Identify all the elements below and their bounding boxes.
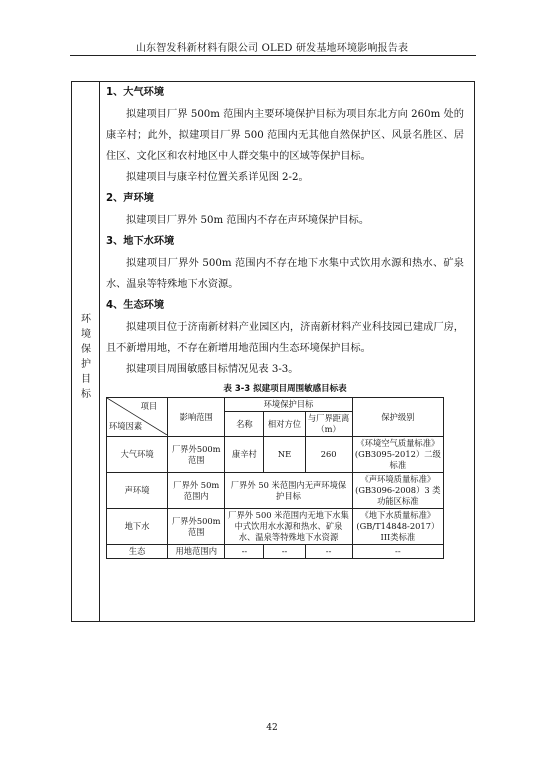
paragraph: 拟建项目厂界 500m 范围内主要环境保护目标为项目东北方向 260m 处的康辛村；此外，拟建项目厂界 500 范围内无其他自然保护区、风景名胜区、居住区、文化区和农村地区中人群交集中的区域等保护目标。 — [106, 109, 464, 162]
cell-direction: NE — [264, 437, 305, 473]
side-column — [72, 82, 100, 621]
cell-distance: 260 — [305, 437, 352, 473]
side-char: 护 — [81, 359, 91, 370]
cell-scope: 厂界外500m 范围 — [168, 509, 225, 545]
cell-scope: 厂界外 50m 范围内 — [168, 473, 225, 509]
side-char: 保 — [81, 344, 91, 355]
cell-name: 康辛村 — [225, 437, 264, 473]
side-char: 境 — [81, 329, 91, 340]
side-char: 目 — [81, 374, 91, 385]
paragraph: 拟建项目厂界外 50m 范围内不存在声环境保护目标。 — [126, 215, 370, 226]
cell-level: 《环境空气质量标准》(GB3095-2012）二级标准 — [352, 437, 443, 473]
cell-merged: 厂界外 500 米范围内无地下水集中式饮用水水源和热水、矿泉水、温泉等特殊地下水资源 — [225, 509, 352, 545]
section-heading-ecology: 4、生态环境 — [106, 300, 165, 311]
section-heading-air: 1、大气环境 — [106, 87, 165, 98]
table-row — [107, 509, 444, 545]
content-frame — [71, 81, 475, 622]
paragraph: 拟建项目周围敏感目标情况见表 3-3。 — [126, 364, 299, 375]
paragraph: 拟建项目与康辛村位置关系详见图 2-2。 — [126, 172, 309, 183]
header-direction: 相对方位 — [264, 412, 305, 437]
header-group: 环境保护目标 — [225, 398, 352, 412]
sensitive-targets-table — [106, 397, 444, 559]
cell-level: 《地下水质量标准》(GB/T14848-2017）III类标准 — [352, 509, 443, 545]
cell-merged: 厂界外 50 米范围内无声环境保护目标 — [225, 473, 352, 509]
side-char: 标 — [81, 389, 91, 400]
cell-level: -- — [352, 545, 443, 559]
page-number: 42 — [266, 723, 278, 733]
cell-name: -- — [225, 545, 264, 559]
side-char: 环 — [81, 314, 91, 325]
paragraph: 拟建项目位于济南新材料产业园区内，济南新材料产业科技园已建成厂房，且不新增用地，不存在新增用地范围内生态环境保护目标。 — [106, 322, 464, 354]
header-rule — [70, 55, 476, 56]
diag-bottom-label: 环境因素 — [109, 421, 143, 431]
table-row — [107, 437, 444, 473]
cell-direction: -- — [264, 545, 305, 559]
diag-top-label: 项目 — [140, 401, 158, 411]
cell-scope: 厂界外500m 范围 — [168, 437, 225, 473]
header-level: 保护级别 — [352, 398, 443, 437]
table-header-row — [107, 398, 444, 412]
header-name: 名称 — [225, 412, 264, 437]
table-row — [107, 545, 444, 559]
side-label — [72, 312, 100, 402]
paragraph: 拟建项目厂界外 500m 范围内不存在地下水集中式饮用水源和热水、矿泉水、温泉等特殊地下水资源。 — [106, 258, 464, 290]
cell-factor: 大气环境 — [107, 437, 168, 473]
cell-factor: 生态 — [107, 545, 168, 559]
cell-distance: -- — [305, 545, 352, 559]
section-heading-noise: 2、声环境 — [106, 193, 154, 204]
table-caption: 表 3-3 拟建项目周围敏感目标表 — [223, 384, 347, 394]
table-row — [107, 473, 444, 509]
cell-level: 《声环境质量标准》(GB3096-2008）3 类功能区标准 — [352, 473, 443, 509]
header-distance: 与厂界距离（m） — [305, 412, 352, 437]
cell-factor: 地下水 — [107, 509, 168, 545]
diagonal-header-cell — [107, 398, 168, 437]
header-scope: 影响范围 — [168, 398, 225, 437]
cell-factor: 声环境 — [107, 473, 168, 509]
content-body — [100, 82, 474, 559]
cell-scope: 用地范围内 — [168, 545, 225, 559]
page-header: 山东智发科新材料有限公司 OLED 研发基地环境影响报告表 — [135, 43, 409, 54]
section-heading-groundwater: 3、地下水环境 — [106, 236, 175, 247]
